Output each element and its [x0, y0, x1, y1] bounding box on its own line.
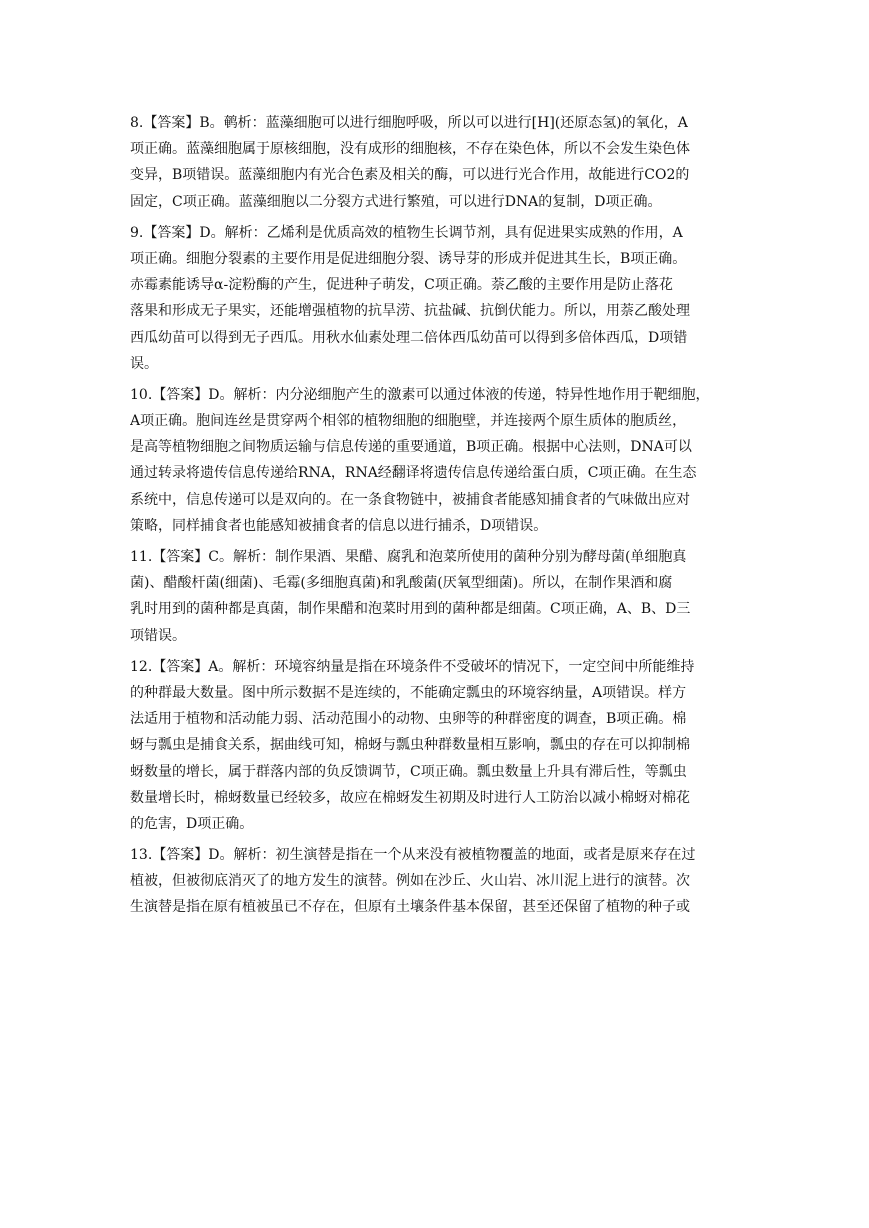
text-line: 菌)、醋酸杆菌(细菌)、毛霉(多细胞真菌)和乳酸菌(厌氧型细菌)。所以，在制作果酒和腐 [130, 575, 673, 592]
answer-paragraph-12 [130, 654, 740, 837]
text-line: 策略，同样捕食者也能感知被捕食者的信息以进行捕杀，D项错误。 [130, 517, 548, 534]
text-line: 12.【答案】A。解析：环境容纳量是指在环境条件不受破坏的情况下，一定空间中所能维持 [130, 658, 695, 675]
answer-paragraph-10 [130, 382, 740, 539]
text-line: 项正确。蓝藻细胞属于原核细胞，没有成形的细胞核，不存在染色体，所以不会发生染色体 [130, 141, 690, 158]
text-line: 9.【答案】D。解析：乙烯利是优质高效的植物生长调节剂，具有促进果实成熟的作用，A [130, 224, 683, 241]
text-line: 数量增长时，棉蚜数量已经较多，故应在棉蚜发生初期及时进行人工防治以减小棉蚜对棉花 [130, 789, 690, 806]
text-line: 西瓜幼苗可以得到无子西瓜。用秋水仙素处理二倍体西瓜幼苗可以得到多倍体西瓜，D项错 [130, 329, 688, 346]
text-line: 赤霉素能诱导α-淀粉酶的产生，促进种子萌发，C项正确。萘乙酸的主要作用是防止落花 [130, 277, 673, 294]
text-line: 通过转录将遗传信息传递给RNA，RNA经翻译将遗传信息传递给蛋白质，C项正确。在生态 [130, 465, 697, 482]
answer-explanations [130, 110, 740, 926]
text-line: 项错误。 [130, 627, 186, 644]
text-line: A项正确。胞间连丝是贯穿两个相邻的植物细胞的细胞壁，并连接两个原生质体的胞质丝， [130, 413, 687, 430]
text-line: 误。 [130, 355, 158, 372]
text-line: 的危害，D项正确。 [130, 815, 254, 832]
text-line: 法适用于植物和活动能力弱、活动范围小的动物、虫卵等的种群密度的调查，B项正确。棉 [130, 711, 687, 728]
text-line: 蚜数量的增长，属于群落内部的负反馈调节，C项正确。瓢虫数量上升具有滞后性，等瓢虫 [130, 763, 687, 780]
text-line: 乳时用到的菌种都是真菌，制作果醋和泡菜时用到的菌种都是细菌。C项正确，A、B、D三 [130, 601, 691, 618]
text-line: 生演替是指在原有植被虽已不存在，但原有土壤条件基本保留，甚至还保留了植物的种子或 [130, 899, 690, 916]
text-line: 11.【答案】C。解析：制作果酒、果醋、腐乳和泡菜所使用的菌种分别为酵母菌(单细胞真 [130, 549, 687, 565]
text-line: 变异，B项错误。蓝藻细胞内有光合色素及相关的酶，可以进行光合作用，故能进行CO2的 [130, 167, 690, 184]
text-line: 蚜与瓢虫是捕食关系，据曲线可知，棉蚜与瓢虫种群数量相互影响，瓢虫的存在可以抑制棉 [130, 737, 690, 754]
text-line: 10.【答案】D。解析：内分泌细胞产生的激素可以通过体液的传递，特异性地作用于靶细胞， [130, 386, 710, 403]
text-line: 是高等植物细胞之间物质运输与信息传递的重要通道，B项正确。根据中心法则，DNA可以 [130, 439, 692, 456]
text-line: 植被，但被彻底消灭了的地方发生的演替。例如在沙丘、火山岩、冰川泥上进行的演替。次 [130, 873, 690, 890]
text-line: 固定，C项正确。蓝藻细胞以二分裂方式进行繁殖，可以进行DNA的复制，D项正确。 [130, 193, 662, 210]
text-line: 项正确。细胞分裂素的主要作用是促进细胞分裂、诱导芽的形成并促进其生长，B项正确。 [130, 250, 687, 267]
text-line: 落果和形成无子果实，还能增强植物的抗旱涝、抗盐碱、抗倒伏能力。所以，用萘乙酸处理 [130, 303, 690, 320]
text-line: 13.【答案】D。解析：初生演替是指在一个从来没有被植物覆盖的地面，或者是原来存在过 [130, 847, 696, 864]
answer-paragraph-9 [130, 220, 740, 377]
text-line: 的种群最大数量。图中所示数据不是连续的，不能确定瓢虫的环境容纳量，A项错误。样方 [130, 684, 687, 701]
answer-paragraph-8 [130, 110, 740, 215]
answer-paragraph-11 [130, 544, 740, 649]
answer-paragraph-13 [130, 842, 740, 921]
text-line: 8.【答案】B。鹌析：蓝藻细胞可以进行细胞呼吸，所以可以进行[H](还原态氢)的氧化，A [130, 115, 688, 131]
text-line: 系统中，信息传递可以是双向的。在一条食物链中，被捕食者能感知捕食者的气味做出应对 [130, 491, 690, 508]
